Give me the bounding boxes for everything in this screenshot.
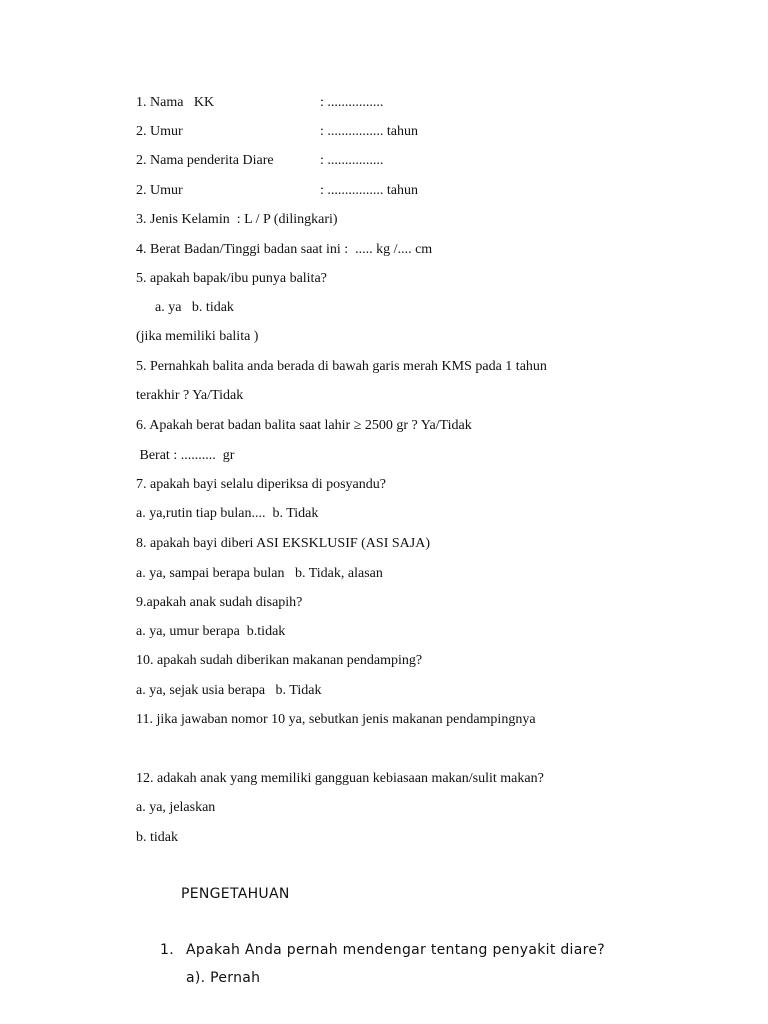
umur-penderita-label: 2. Umur — [136, 183, 183, 198]
question-12-option-a: a. ya, jelaskan — [136, 800, 216, 815]
nama-kk-label: 1. Nama KK — [136, 95, 215, 110]
question-8: 8. apakah bayi diberi ASI EKSKLUSIF (ASI SAJA) — [136, 536, 430, 551]
question-8-options: a. ya, sampai berapa bulan b. Tidak, alasan — [136, 566, 383, 581]
question-9-options: a. ya, umur berapa b.tidak — [136, 624, 286, 639]
umur-kk-label: 2. Umur — [136, 124, 183, 139]
knowledge-item-1-number: 1. — [160, 942, 174, 958]
question-5b-line-2: terakhir ? Ya/Tidak — [136, 388, 244, 403]
balita-note: (jika memiliki balita ) — [136, 329, 259, 344]
question-10-options: a. ya, sejak usia berapa b. Tidak — [136, 683, 322, 698]
nama-penderita-value: : ................ — [320, 153, 384, 168]
question-6-berat: Berat : .......... gr — [136, 448, 235, 463]
question-12: 12. adakah anak yang memiliki gangguan kebiasaan makan/sulit makan? — [136, 771, 544, 786]
question-5b-line-1: 5. Pernahkah balita anda berada di bawah garis merah KMS pada 1 tahun — [136, 359, 547, 374]
knowledge-item-1-option-a: a). Pernah — [186, 970, 261, 986]
question-6: 6. Apakah berat badan balita saat lahir ≥ 2500 gr ? Ya/Tidak — [136, 418, 472, 433]
question-7-options: a. ya,rutin tiap bulan.... b. Tidak — [136, 506, 319, 521]
question-5: 5. apakah bapak/ibu punya balita? — [136, 271, 327, 286]
nama-kk-value: : ................ — [320, 95, 384, 110]
question-3: 3. Jenis Kelamin : L / P (dilingkari) — [136, 212, 338, 227]
question-10: 10. apakah sudah diberikan makanan pendamping? — [136, 653, 423, 668]
question-9: 9.apakah anak sudah disapih? — [136, 595, 303, 610]
question-12-option-b: b. tidak — [136, 830, 178, 845]
question-5-options: a. ya b. tidak — [155, 300, 234, 315]
question-11: 11. jika jawaban nomor 10 ya, sebutkan jenis makanan pendampingnya — [136, 712, 536, 727]
nama-penderita-label: 2. Nama penderita Diare — [136, 153, 274, 168]
knowledge-item-1-text: Apakah Anda pernah mendengar tentang penyakit diare? — [186, 942, 606, 958]
umur-kk-value: : ................ tahun — [320, 124, 418, 139]
umur-penderita-value: : ................ tahun — [320, 183, 418, 198]
question-7: 7. apakah bayi selalu diperiksa di posyandu? — [136, 477, 386, 492]
question-4: 4. Berat Badan/Tinggi badan saat ini : ..... kg /.... cm — [136, 242, 433, 257]
section-title: PENGETAHUAN — [181, 886, 290, 902]
